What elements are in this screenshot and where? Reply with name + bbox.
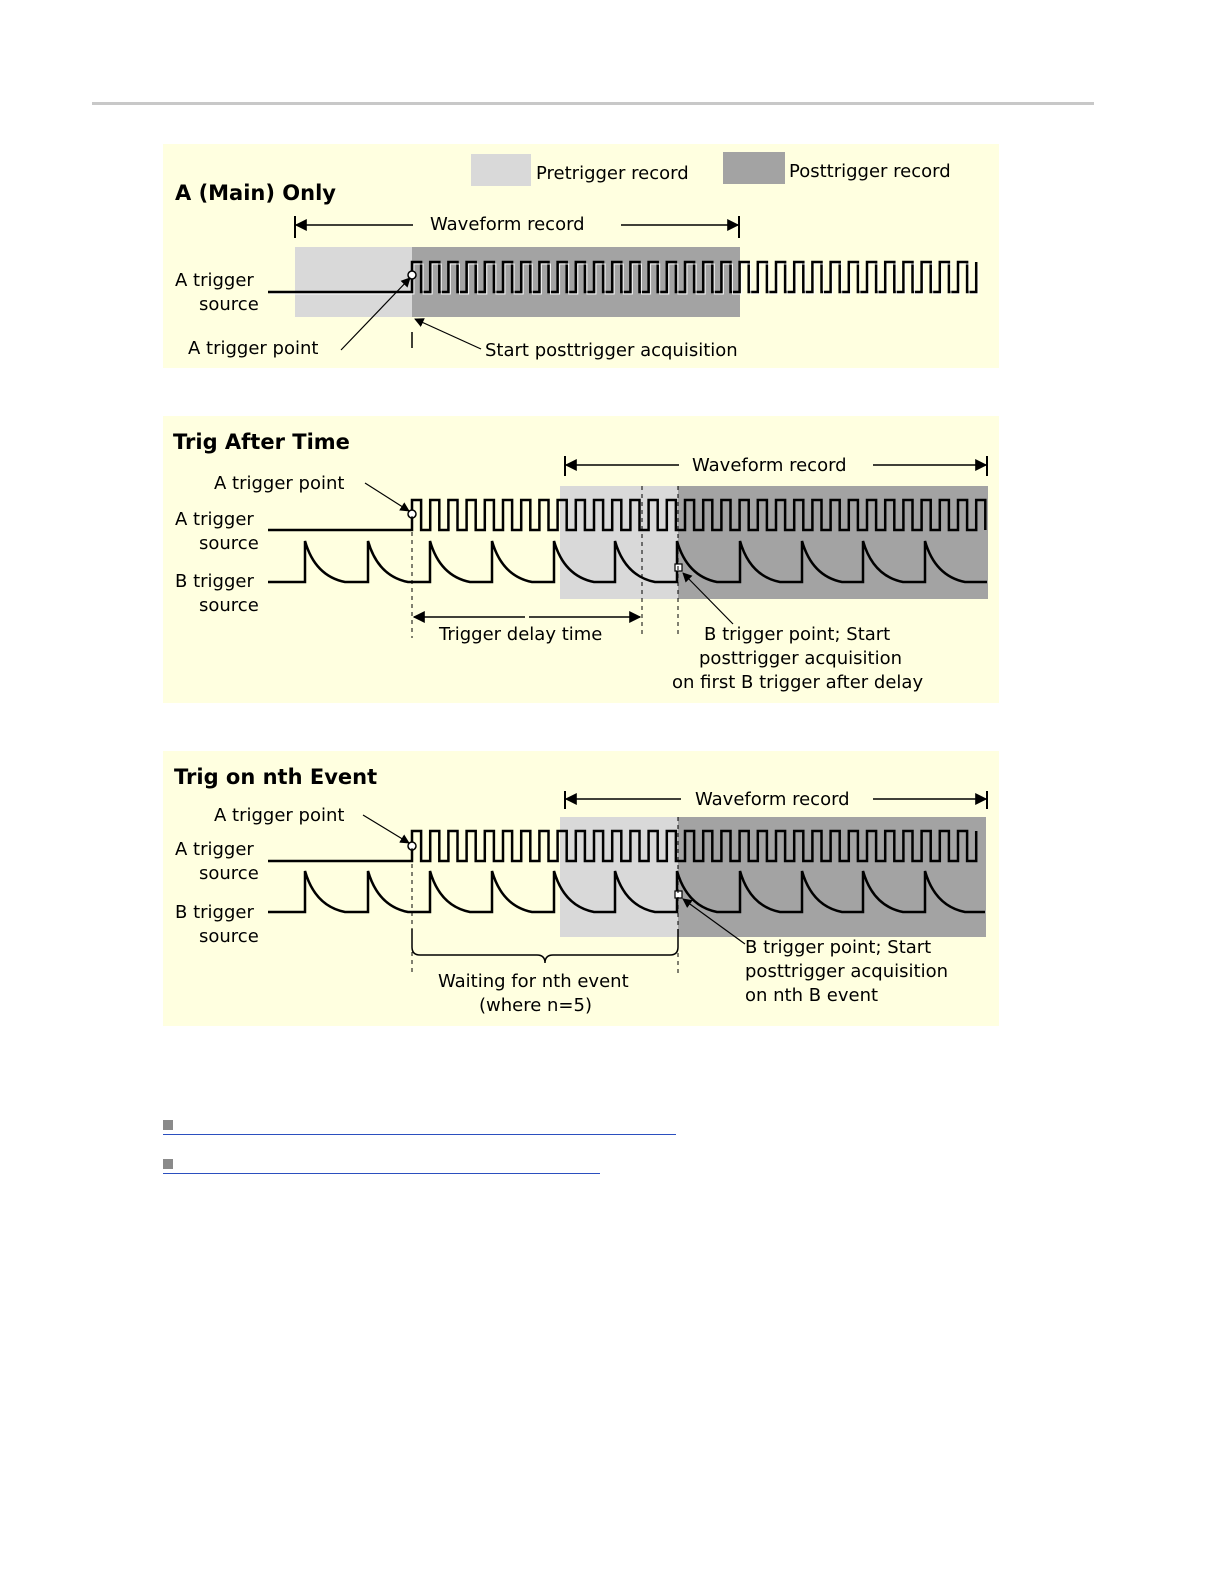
b-trigger-note-line1: B trigger point; Start bbox=[704, 624, 891, 645]
waveform-record-label: Waveform record bbox=[430, 214, 585, 235]
a-trigger-point-marker bbox=[408, 271, 416, 279]
panel-title: A (Main) Only bbox=[175, 181, 336, 205]
panel-title: Trig After Time bbox=[173, 430, 350, 454]
a-trigger-source-label: source bbox=[199, 533, 259, 554]
waveform-record-label: Waveform record bbox=[692, 455, 847, 476]
related-link-2-underline bbox=[163, 1173, 600, 1174]
pretrigger-region bbox=[560, 817, 678, 937]
top-rule bbox=[92, 102, 1094, 105]
a-trigger-point-label: A trigger point bbox=[214, 805, 345, 826]
a-trigger-label: A trigger bbox=[175, 839, 254, 860]
panel-title: Trig on nth Event bbox=[174, 765, 378, 789]
b-trigger-source-label: source bbox=[199, 595, 259, 616]
a-trigger-label: A trigger bbox=[175, 270, 254, 291]
b-trigger-source-label: source bbox=[199, 926, 259, 947]
trigger-delay-label: Trigger delay time bbox=[439, 624, 603, 645]
b-trigger-label: B trigger bbox=[175, 902, 254, 923]
legend-pretrigger-label: Pretrigger record bbox=[536, 163, 689, 184]
legend-posttrigger-swatch bbox=[723, 152, 785, 184]
bullet-square-icon bbox=[163, 1159, 173, 1169]
b-trigger-note-line1: B trigger point; Start bbox=[745, 937, 932, 958]
diagram-trig-on-nth-event bbox=[163, 751, 999, 1026]
a-trigger-source-label: source bbox=[199, 863, 259, 884]
related-link-1-underline bbox=[163, 1134, 676, 1135]
panel-trig-on-nth-event bbox=[163, 751, 999, 1026]
a-trigger-label: A trigger bbox=[175, 509, 254, 530]
bullet-square-icon bbox=[163, 1120, 173, 1130]
b-trigger-note-line3: on first B trigger after delay bbox=[672, 672, 924, 693]
waiting-label-line2: (where n=5) bbox=[479, 995, 592, 1016]
panel-trig-after-time bbox=[163, 416, 999, 703]
diagram-trig-after-time bbox=[163, 416, 999, 703]
legend-pretrigger-swatch bbox=[471, 154, 531, 186]
a-trigger-source-label: source bbox=[199, 294, 259, 315]
waveform-record-label: Waveform record bbox=[695, 789, 850, 810]
b-trigger-note-line2: posttrigger acquisition bbox=[699, 648, 903, 669]
waiting-label-line1: Waiting for nth event bbox=[438, 971, 629, 992]
a-trigger-point-label: A trigger point bbox=[188, 338, 319, 359]
b-trigger-note-line2: posttrigger acquisition bbox=[745, 961, 949, 982]
a-trigger-point-arrow bbox=[365, 483, 409, 511]
legend-posttrigger-label: Posttrigger record bbox=[789, 161, 951, 182]
a-trigger-point-label: A trigger point bbox=[214, 473, 345, 494]
pretrigger-region bbox=[295, 247, 412, 317]
b-trigger-note-line3: on nth B event bbox=[745, 985, 879, 1006]
b-trigger-label: B trigger bbox=[175, 571, 254, 592]
start-posttrigger-label: Start posttrigger acquisition bbox=[485, 340, 738, 361]
diagram-a-main-only bbox=[163, 144, 999, 368]
panel-a-main-only bbox=[163, 144, 999, 368]
a-trigger-point-arrow bbox=[363, 815, 409, 843]
start-posttrigger-arrow bbox=[415, 319, 481, 349]
